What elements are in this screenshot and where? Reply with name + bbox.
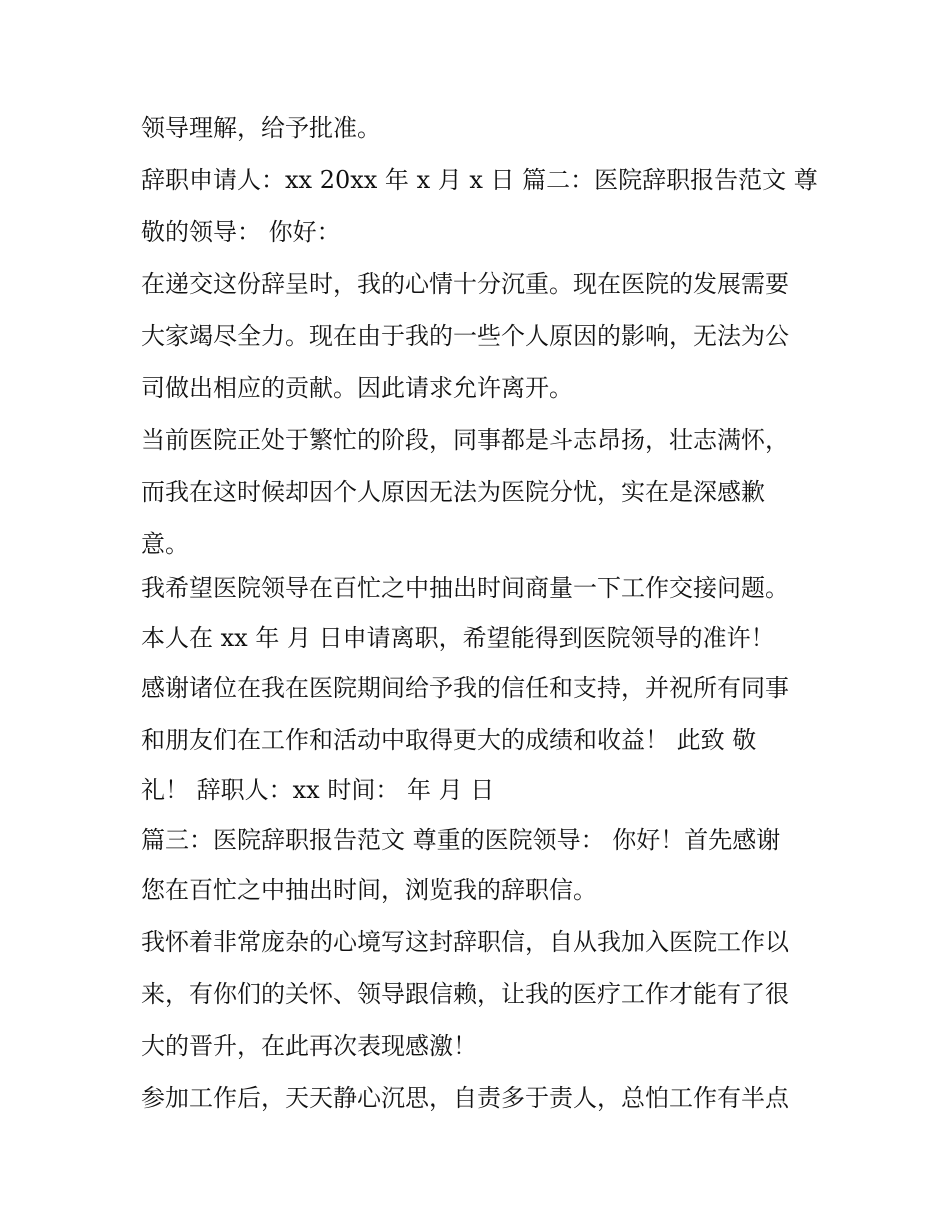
text-line: 我怀着非常庞杂的心境写这封辞职信，自从我加入医院工作以	[141, 928, 789, 956]
text-line: 在递交这份辞呈时，我的心情十分沉重。现在医院的发展需要	[141, 270, 789, 298]
text-line: 和朋友们在工作和活动中取得更大的成绩和收益！ 此致 敬	[141, 726, 757, 754]
text-line: 篇三：医院辞职报告范文 尊重的医院领导： 你好！首先感谢	[141, 826, 781, 854]
text-line: 来，有你们的关怀、领导跟信赖，让我的医疗工作才能有了很	[141, 980, 789, 1008]
text-line: 意。	[141, 530, 189, 558]
text-line: 司做出相应的贡献。因此请求允许离开。	[141, 374, 573, 402]
text-line: 大的晋升，在此再次表现感激！	[141, 1032, 477, 1060]
text-line: 大家竭尽全力。现在由于我的一些个人原因的影响，无法为公	[141, 322, 789, 350]
text-line: 参加工作后，天天静心沉思，自责多于责人，总怕工作有半点	[141, 1084, 789, 1112]
text-line: 礼！ 辞职人：xx 时间： 年 月 日	[141, 776, 495, 804]
text-line: 您在百忙之中抽出时间，浏览我的辞职信。	[141, 876, 597, 904]
text-line: 敬的领导： 你好：	[141, 218, 341, 246]
text-line: 辞职申请人：xx 20xx 年 x 月 x 日 篇二：医院辞职报告范文 尊	[141, 166, 818, 194]
text-line: 我希望医院领导在百忙之中抽出时间商量一下工作交接问题。	[141, 574, 789, 602]
text-line: 感谢诸位在我在医院期间给予我的信任和支持，并祝所有同事	[141, 674, 789, 702]
text-line: 当前医院正处于繁忙的阶段，同事都是斗志昂扬，壮志满怀，	[141, 426, 789, 454]
text-line: 而我在这时候却因个人原因无法为医院分忧，实在是深感歉	[141, 478, 765, 506]
text-line: 本人在 xx 年 月 日申请离职，希望能得到医院领导的准许！	[141, 624, 775, 652]
text-line: 领导理解，给予批准。	[141, 114, 381, 142]
